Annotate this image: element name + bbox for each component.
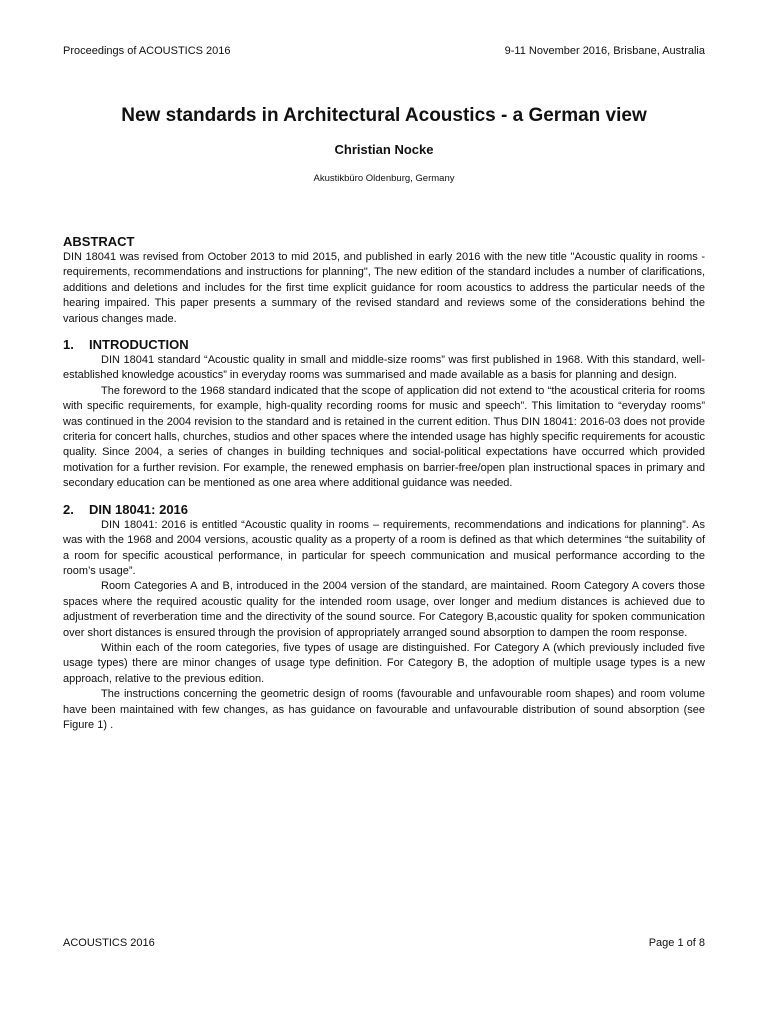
abstract-heading: ABSTRACT	[63, 234, 135, 249]
paper-page	[63, 0, 705, 1024]
paper-author: Christian Nocke	[334, 142, 434, 157]
paragraph: Within each of the room categories, five types of usage are distinguished. For Category A (which previously included five usage types) there are minor changes of usage type definition. For Category B, the adoption of multiple usage types is a new approach, relative to the previous edition.	[63, 641, 705, 685]
section-title: DIN 18041: 2016	[89, 501, 189, 517]
abstract-text: DIN 18041 was revised from October 2013 to mid 2015, and published in early 2016 with the new title "Acoustic quality in rooms - requirements, recommendations and instructions for planning", The new edition of the standard includes a number of clarifications, additions and deletions and includes for the first time explicit guidance for room acoustics to address the particular needs of the hearing impaired. This paper presents a summary of the revised standard and reviews some of the considerations behind the various changes made.	[63, 251, 705, 325]
page-number: Page 1 of 8	[648, 937, 705, 949]
author-affiliation: Akustikbüro Oldenburg, Germany	[313, 173, 455, 184]
section-number: 2.	[63, 501, 74, 517]
paragraph: DIN 18041 standard “Acoustic quality in small and middle-size rooms” was first published in 1968. With this standard, well-established knowledge acoustics” in everyday rooms was summarised and made available as a basis for planning and design.	[63, 354, 705, 382]
paper-body	[63, 234, 705, 733]
section-heading-din-18041	[63, 502, 705, 518]
paragraph: The instructions concerning the geometric design of rooms (favourable and unfavourable room shapes) and room volume have been maintained with few changes, as has guidance on favourable and unfavourable distribution of sound absorption (see Figure 1) .	[63, 688, 705, 731]
header-conference: Proceedings of ACOUSTICS 2016	[63, 45, 231, 57]
paragraph: Room Categories A and B, introduced in the 2004 version of the standard, are maintained. Room Category A covers those spaces where the required acoustic quality for the intended room usage, over longer and medium distances is achieved due to adjustment of reverberation time and the directivity of the sound source. For Category B,acoustic quality for spoken communication over short distances is ensured through the provision of appropriately arranged sound absorption to dampen the room response.	[63, 580, 705, 639]
paragraph: The foreword to the 1968 standard indicated that the scope of application did not extend to “the acoustical criteria for rooms with specific requirements, for example, high-quality recording rooms for music and speech”. This limitation to “everyday rooms” was continued in the 2004 revision to the standard and is retained in the current edition. Thus DIN 18041: 2016-03 does not provide criteria for concert halls, churches, studios and other spaces where the intended usage has highly specific requirements for acoustic quality. Since 2004, a series of changes in building techniques and social-political expectations have occurred which provided motivation for a further revision. For example, the renewed emphasis on barrier-free/open plan instructional spaces in primary and secondary education can be mentioned as one area where additional guidance was needed.	[63, 384, 705, 490]
running-header	[63, 44, 705, 58]
running-footer	[63, 936, 705, 950]
paper-title: New standards in Architectural Acoustics - a German view	[121, 105, 647, 126]
header-date-location: 9-11 November 2016, Brisbane, Australia	[504, 45, 705, 57]
section-title: INTRODUCTION	[89, 337, 189, 353]
section-number: 1.	[63, 337, 74, 353]
paragraph: DIN 18041: 2016 is entitled “Acoustic quality in rooms – requirements, recommendations and indications for planning”. As was with the 1968 and 2004 versions, acoustic quality as a property of a room is defined as that which determines “the suitability of a room for specific acoustical performance, in particular for speech communication and musical performance according to the room’s usage”.	[63, 518, 705, 577]
footer-conference: ACOUSTICS 2016	[63, 937, 155, 949]
section-heading-introduction	[63, 337, 705, 353]
